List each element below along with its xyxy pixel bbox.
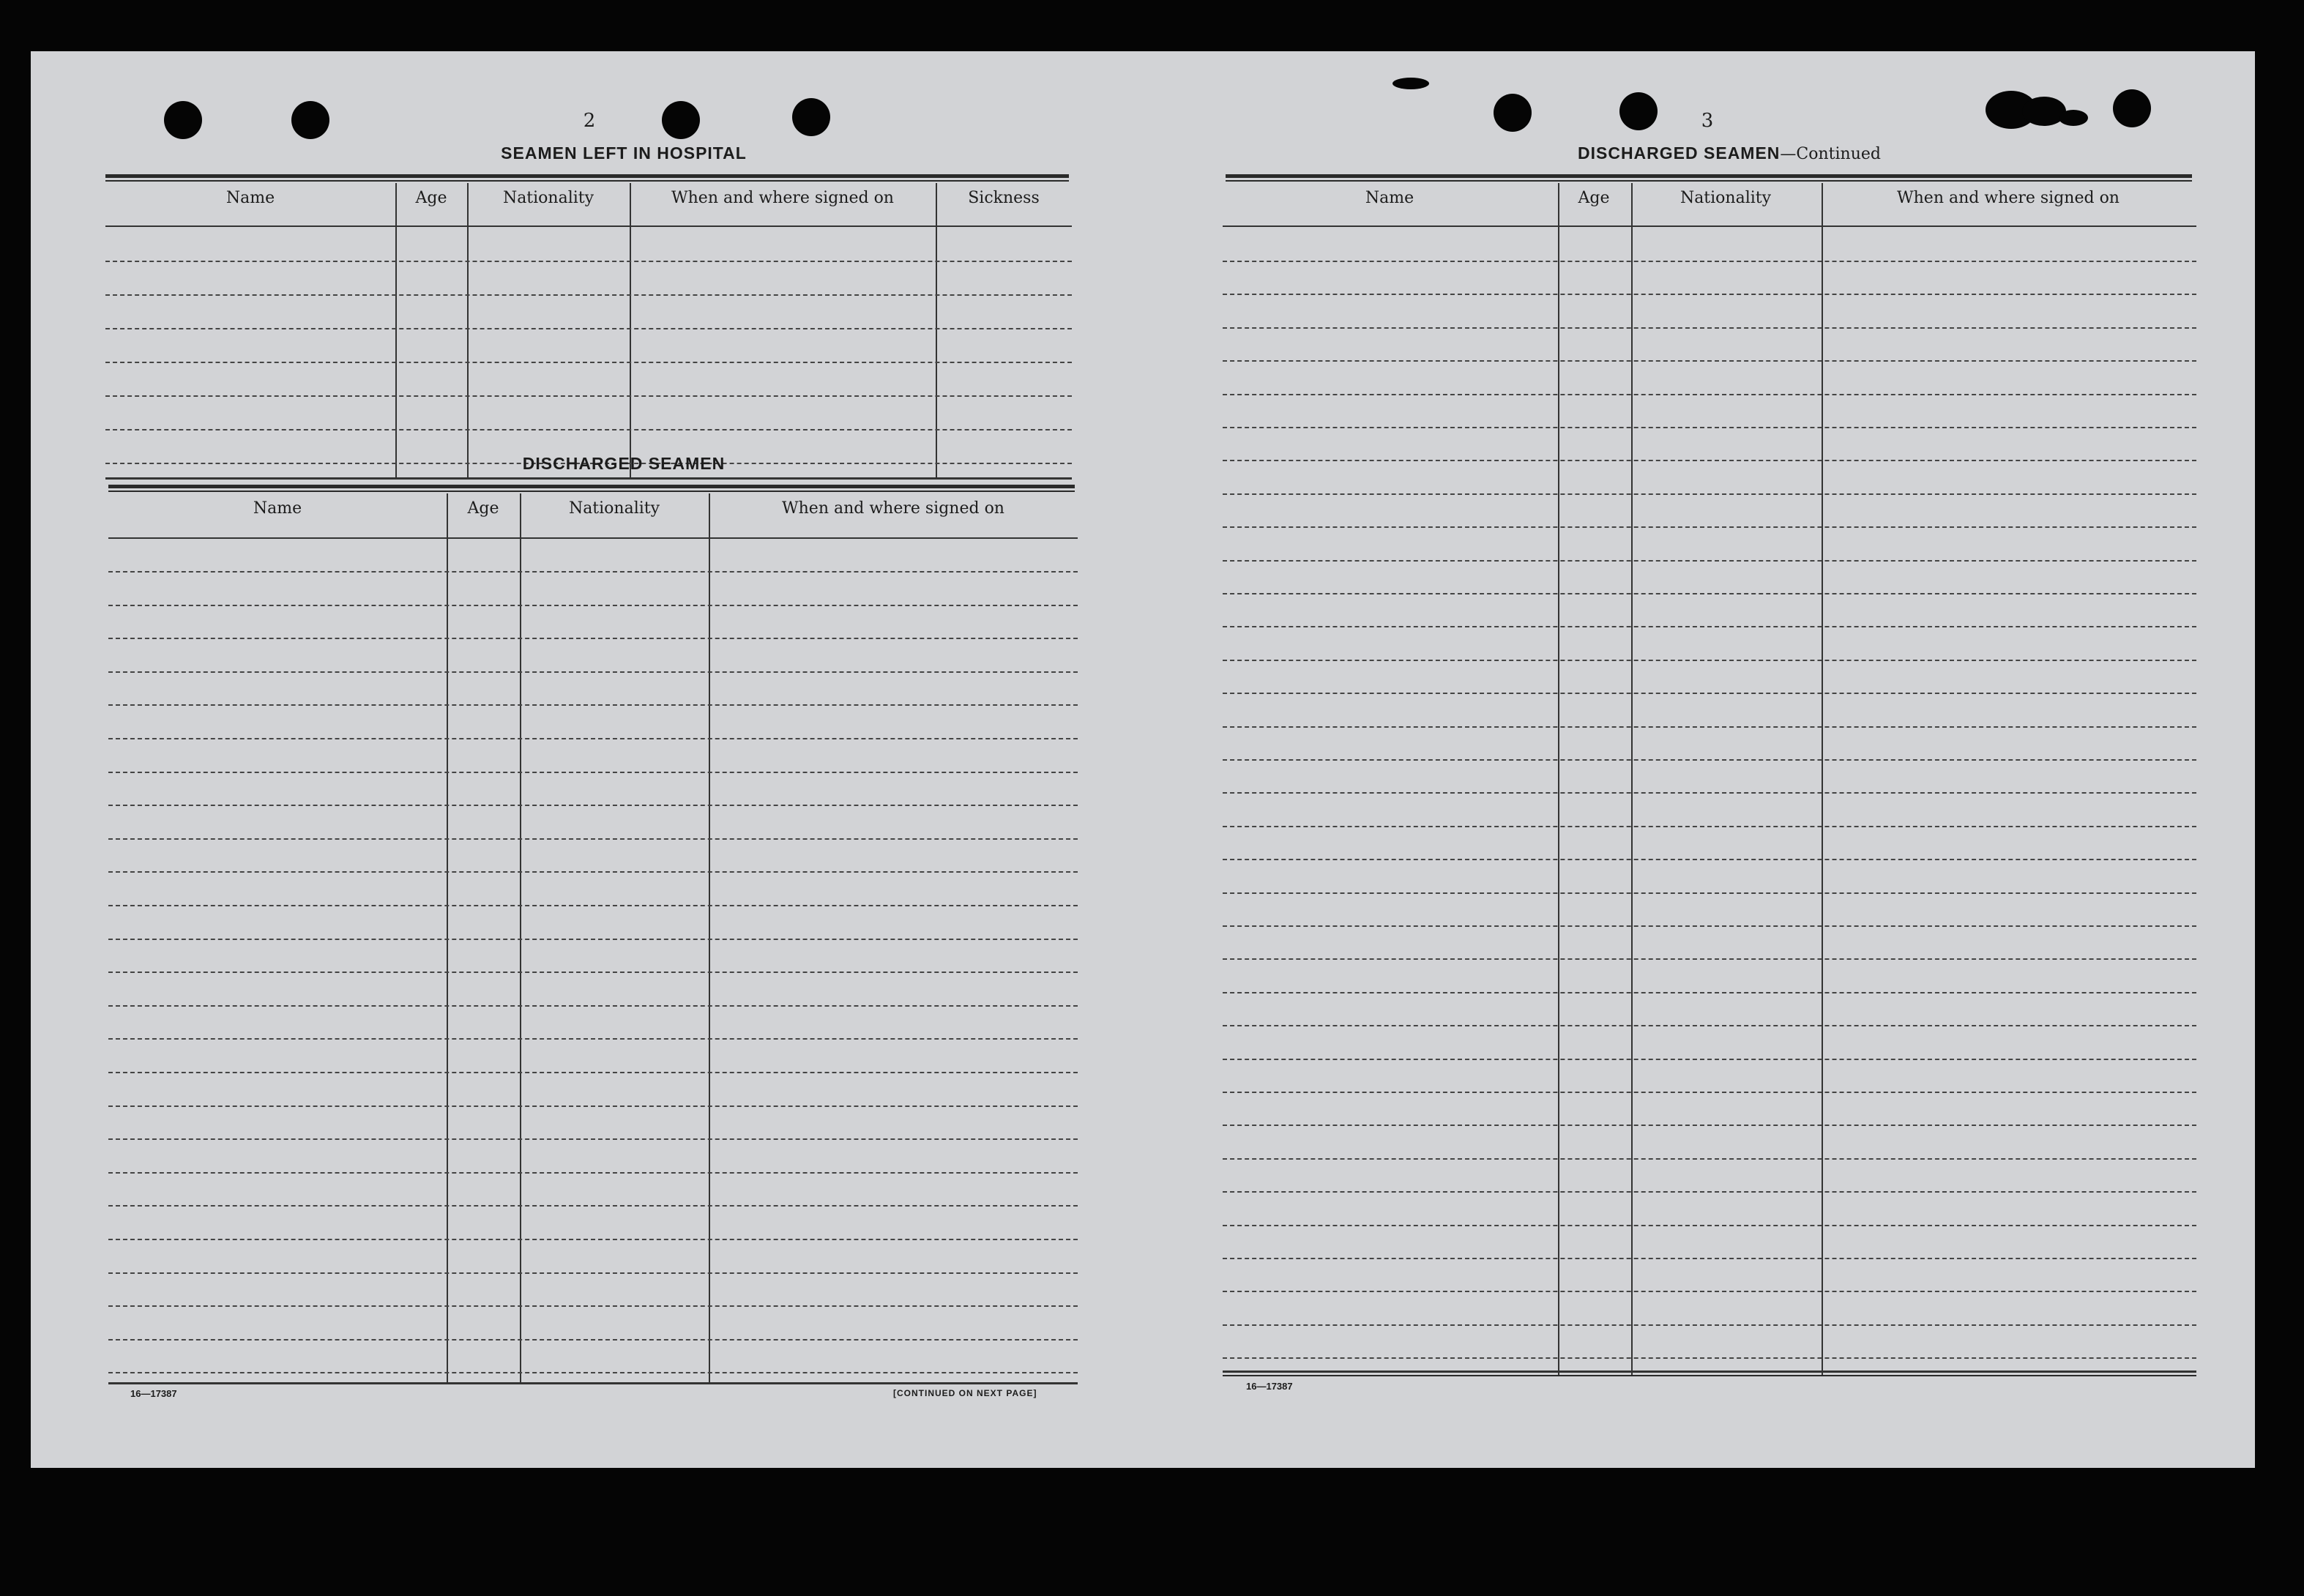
ink-blot xyxy=(1393,78,1429,89)
table-row xyxy=(1223,1357,2196,1359)
form-number: 16—17387 xyxy=(130,1388,177,1399)
discharged-table-left xyxy=(108,499,1078,1429)
table-row xyxy=(105,429,1072,430)
table-row xyxy=(1223,925,2196,927)
table-row xyxy=(1223,660,2196,661)
table-row xyxy=(1223,493,2196,495)
punch-hole xyxy=(792,98,830,136)
section-title-text: DISCHARGED SEAMEN xyxy=(1578,143,1781,163)
table-row xyxy=(1223,892,2196,894)
col-header-name: Name xyxy=(253,499,302,518)
form-number: 16—17387 xyxy=(1246,1381,1293,1392)
table-row xyxy=(1223,693,2196,694)
col-header-nationality: Nationality xyxy=(502,189,594,207)
table-row xyxy=(108,704,1078,706)
table-row xyxy=(108,1272,1078,1274)
table-row xyxy=(1223,859,2196,860)
section-title-discharged: DISCHARGED SEAMEN xyxy=(522,454,726,473)
table-row xyxy=(1223,1025,2196,1026)
table-row xyxy=(1223,992,2196,993)
col-header-signed-on: When and where signed on xyxy=(782,499,1004,518)
table-row xyxy=(108,772,1078,773)
table-row xyxy=(108,871,1078,873)
section-rule xyxy=(105,180,1069,182)
table-row xyxy=(108,1105,1078,1107)
table-row xyxy=(1223,360,2196,362)
table-row xyxy=(1223,394,2196,395)
table-row xyxy=(1223,759,2196,761)
table-row xyxy=(108,571,1078,573)
table-row xyxy=(108,1372,1078,1373)
table-row xyxy=(108,1138,1078,1140)
table-row xyxy=(1223,460,2196,461)
column-divider xyxy=(1631,183,1633,1376)
punch-hole xyxy=(2113,89,2151,127)
table-row xyxy=(108,1172,1078,1174)
table-row xyxy=(108,738,1078,739)
col-header-age: Age xyxy=(415,189,447,207)
table-row xyxy=(1223,792,2196,794)
section-rule xyxy=(1226,174,2192,178)
table-row xyxy=(1223,626,2196,627)
section-title-hospital: SEAMEN LEFT IN HOSPITAL xyxy=(501,143,747,163)
table-row xyxy=(105,395,1072,397)
punch-hole xyxy=(1619,92,1658,130)
table-row xyxy=(108,1339,1078,1340)
ink-blot xyxy=(2059,110,2088,126)
header-rule xyxy=(1223,225,2196,227)
form-sheet xyxy=(31,51,2255,1468)
section-rule xyxy=(108,485,1075,488)
col-header-nationality: Nationality xyxy=(1679,189,1772,207)
discharged-table-right xyxy=(1223,189,2196,1426)
table-row xyxy=(1223,593,2196,594)
col-header-age: Age xyxy=(467,499,499,518)
table-row xyxy=(108,805,1078,806)
table-row xyxy=(1223,958,2196,960)
table-bottom-rule xyxy=(1223,1371,2196,1373)
page-number: 2 xyxy=(583,110,596,132)
table-row xyxy=(105,328,1072,329)
section-rule xyxy=(108,491,1075,492)
column-divider xyxy=(467,183,469,477)
table-row xyxy=(108,838,1078,840)
punch-hole xyxy=(662,101,700,139)
header-rule xyxy=(105,225,1072,227)
table-row xyxy=(1223,294,2196,295)
table-row xyxy=(105,362,1072,363)
col-header-signed-on: When and where signed on xyxy=(1897,189,2120,207)
table-row xyxy=(108,972,1078,973)
table-row xyxy=(108,1305,1078,1307)
col-header-nationality: Nationality xyxy=(568,499,660,518)
table-row xyxy=(108,638,1078,639)
table-row xyxy=(1223,1225,2196,1226)
table-row xyxy=(1223,1125,2196,1126)
table-row xyxy=(108,939,1078,940)
table-bottom-rule xyxy=(1223,1375,2196,1376)
table-row xyxy=(1223,1258,2196,1259)
column-divider xyxy=(1558,183,1559,1376)
header-rule xyxy=(108,537,1078,539)
table-bottom-rule xyxy=(108,1382,1078,1384)
table-row xyxy=(1223,560,2196,562)
table-row xyxy=(1223,1059,2196,1060)
table-row xyxy=(1223,526,2196,528)
section-rule xyxy=(1226,180,2192,182)
table-row xyxy=(1223,726,2196,728)
table-row xyxy=(108,1038,1078,1040)
section-title-suffix: —Continued xyxy=(1780,145,1881,163)
section-rule xyxy=(105,174,1069,178)
table-row xyxy=(108,671,1078,673)
table-row xyxy=(1223,1291,2196,1292)
continued-note: [CONTINUED ON NEXT PAGE] xyxy=(893,1388,1037,1398)
column-divider xyxy=(1822,183,1823,1376)
table-row xyxy=(1223,1324,2196,1326)
table-row xyxy=(1223,1158,2196,1160)
table-row xyxy=(1223,261,2196,262)
table-row xyxy=(1223,1191,2196,1193)
col-header-name: Name xyxy=(225,189,275,207)
col-header-age: Age xyxy=(1578,189,1610,207)
table-row xyxy=(1223,826,2196,827)
col-header-signed-on: When and where signed on xyxy=(671,189,894,207)
col-header-name: Name xyxy=(1365,189,1414,207)
punch-hole xyxy=(1494,94,1532,132)
table-row xyxy=(1223,1092,2196,1093)
table-row xyxy=(108,1205,1078,1207)
table-row xyxy=(108,1005,1078,1007)
ink-blot xyxy=(2022,97,2066,126)
table-row xyxy=(105,294,1072,296)
table-row xyxy=(1223,327,2196,329)
punch-hole xyxy=(291,101,329,139)
table-bottom-rule xyxy=(105,477,1072,480)
table-row xyxy=(108,1239,1078,1240)
page-number: 3 xyxy=(1701,110,1714,132)
column-divider xyxy=(395,183,397,477)
column-divider xyxy=(630,183,631,477)
col-header-sickness: Sickness xyxy=(968,189,1040,207)
hospital-table xyxy=(105,189,1072,488)
table-row xyxy=(108,605,1078,606)
table-row xyxy=(108,1072,1078,1073)
table-row xyxy=(105,261,1072,262)
punch-hole xyxy=(164,101,202,139)
column-divider xyxy=(936,183,937,477)
section-title-discharged-continued xyxy=(1466,143,1993,163)
table-row xyxy=(1223,427,2196,428)
table-row xyxy=(108,905,1078,906)
